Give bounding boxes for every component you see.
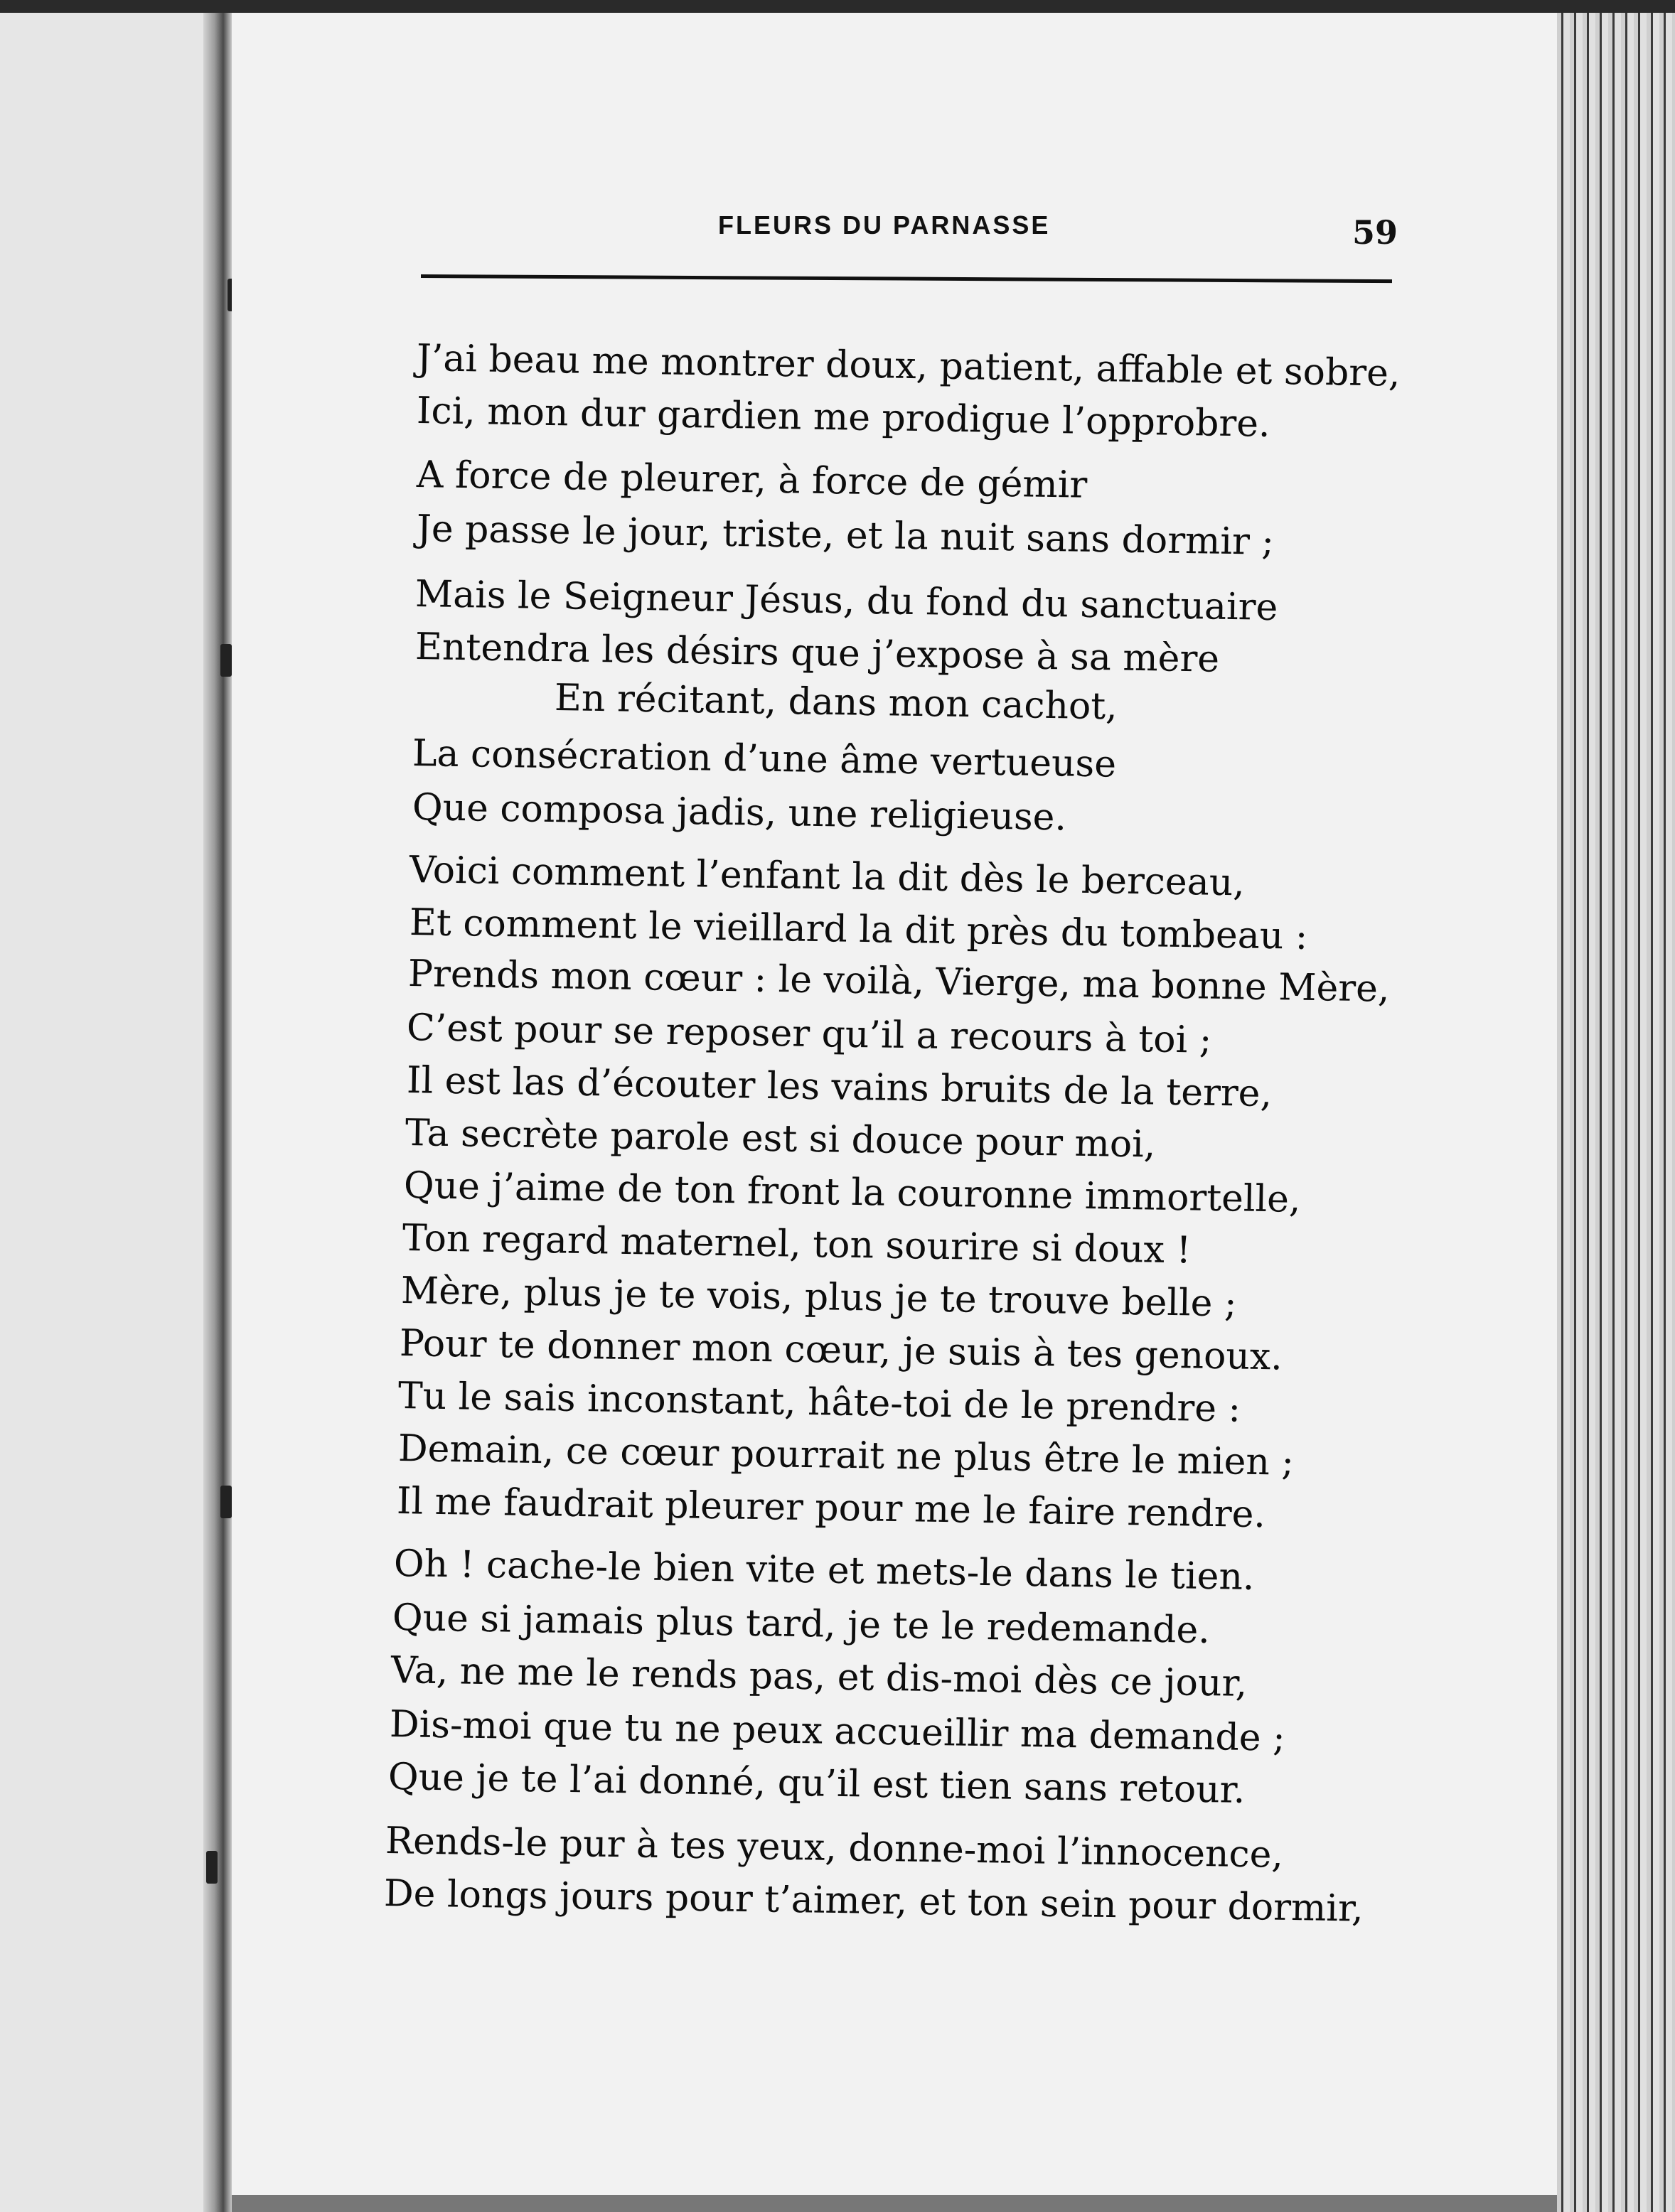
poem-line: Ici, mon dur gardien me prodigue l’opprobre. [416, 390, 1271, 446]
bottom-page-edge [232, 2195, 1557, 2212]
poem-line: Il me faudrait pleurer pour me le faire rendre. [396, 1480, 1266, 1537]
binding-staple [220, 644, 232, 677]
poem-line: C’est pour se reposer qu’il a recours à toi ; [406, 1006, 1212, 1062]
poem-line: Pour te donner mon cœur, je suis à tes genoux. [399, 1322, 1283, 1379]
poem-line: Que je te l’ai donné, qu’il est tien sans retour. [387, 1756, 1246, 1812]
top-page-edge [0, 0, 1675, 13]
poem-line: Prends mon cœur : le voilà, Vierge, ma bonne Mère, [407, 952, 1390, 1011]
poem-line: Dis-moi que tu ne peux accueillir ma demande ; [389, 1703, 1286, 1760]
book-page [232, 13, 1557, 2195]
poem-line: En récitant, dans mon cachot, [554, 677, 1118, 729]
poem-line: J’ai beau me montrer doux, patient, affable et sobre, [416, 337, 1401, 395]
poem-line: Et comment le vieillard la dit près du tombeau : [409, 901, 1308, 958]
poem-line: Que j’aime de ton front la couronne immortelle, [403, 1164, 1301, 1221]
left-margin [0, 0, 203, 2212]
page-number: 59 [1352, 213, 1398, 252]
poem-line: Rends-le pur à tes yeux, donne-moi l’innocence, [385, 1820, 1284, 1877]
running-title: FLEURS DU PARNASSE [718, 210, 1051, 240]
poem-line: Ta secrète parole est si douce pour moi, [405, 1112, 1156, 1166]
poem-line: Ton regard maternel, ton sourire si doux ! [402, 1217, 1192, 1272]
binding-staple [206, 1851, 218, 1884]
poem-line: La consécration d’une âme vertueuse [412, 732, 1117, 786]
poem-line: A force de pleurer, à force de gémir [416, 453, 1088, 507]
poem-line: Oh ! cache-le bien vite et mets-le dans le tien. [393, 1542, 1255, 1599]
poem-line: Que si jamais plus tard, je te le redemande. [392, 1596, 1211, 1653]
page-stack-edge [1557, 0, 1675, 2212]
poem-line: Voici comment l’enfant la dit dès le berceau, [409, 849, 1246, 905]
poem-line: Tu le sais inconstant, hâte-toi de le prendre : [397, 1375, 1241, 1431]
poem-line: Mais le Seigneur Jésus, du fond du sanctuaire [414, 573, 1278, 630]
poem-line: Va, ne me le rends pas, et dis-moi dès ce jour, [390, 1649, 1248, 1705]
poem-line: Mère, plus je te vois, plus je te trouve belle ; [400, 1269, 1237, 1326]
poem-line: Entendra les désirs que j’expose à sa mère [414, 626, 1220, 681]
poem-line: Que composa jadis, une religieuse. [412, 786, 1067, 839]
poem-line: Demain, ce cœur pourrait ne plus être le mien ; [397, 1427, 1295, 1484]
binding-staple [220, 1486, 232, 1518]
poem-line: De longs jours pour t’aimer, et ton sein pour dormir, [383, 1872, 1364, 1931]
poem-line: Je passe le jour, triste, et la nuit sans dormir ; [416, 508, 1275, 564]
poem-line: Il est las d’écouter les vains bruits de la terre, [406, 1059, 1273, 1116]
